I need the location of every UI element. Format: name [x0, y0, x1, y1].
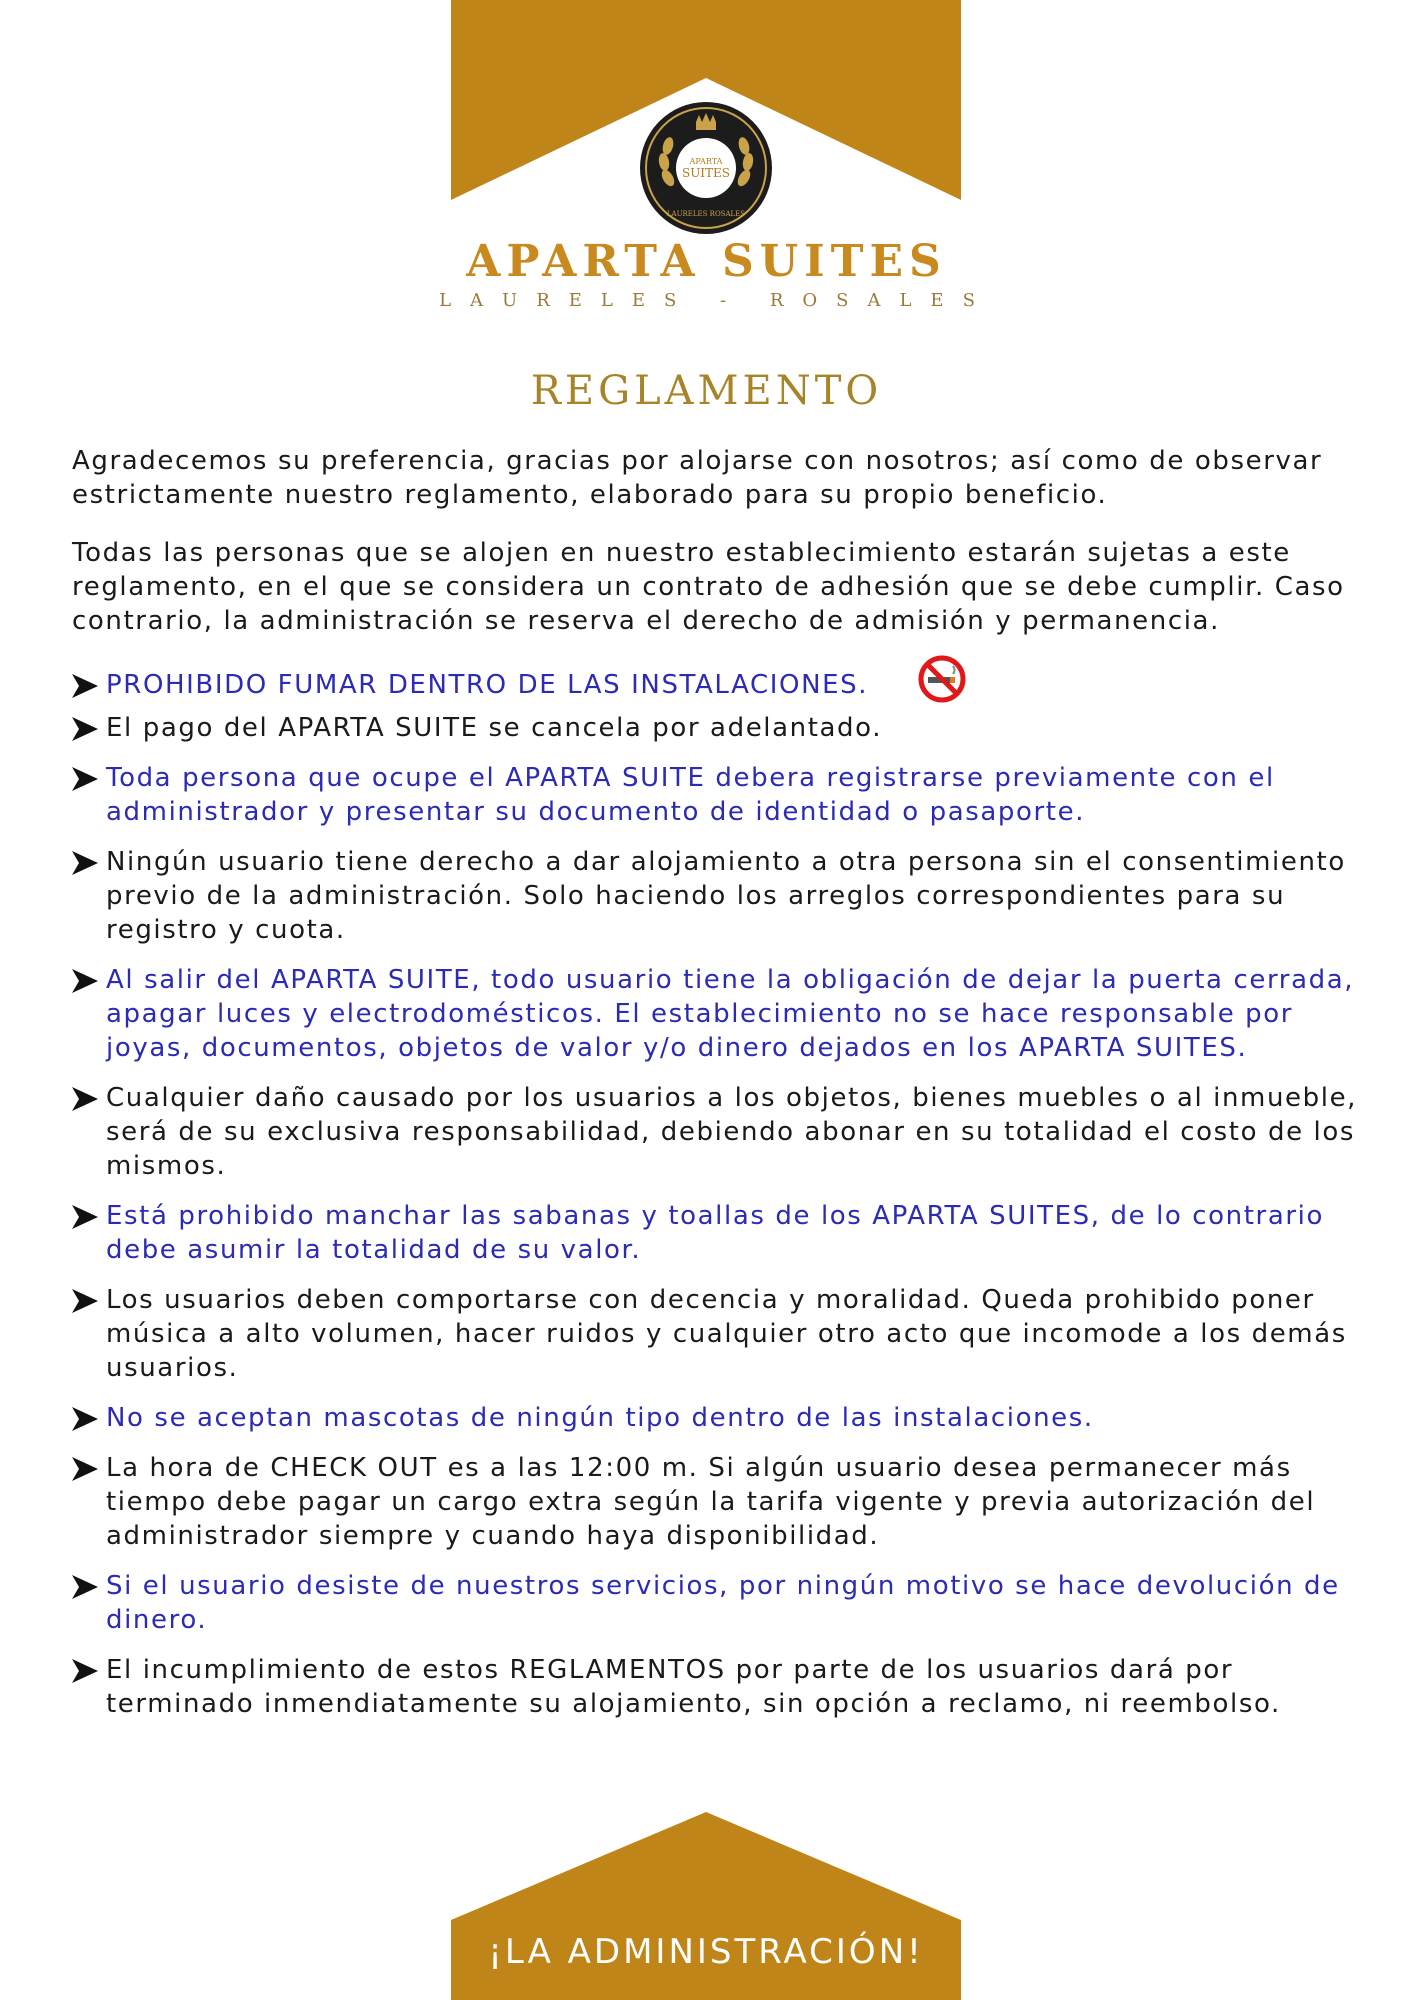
arrow-bullet-icon [72, 767, 98, 791]
arrow-bullet-icon [72, 674, 98, 698]
rule-item: Cualquier daño causado por los usuarios a los objetos, bienes muebles o al inmueble, será de su exclusiva responsabilidad, debiendo abonar en su totalidad el costo de los mismos. [72, 1081, 1362, 1183]
rule-item: No se aceptan mascotas de ningún tipo dentro de las instalaciones. [72, 1401, 1362, 1435]
arrow-bullet-icon [72, 1205, 98, 1229]
rule-item: PROHIBIDO FUMAR DENTRO DE LAS INSTALACIONES. [72, 668, 1362, 703]
arrow-bullet-icon [72, 1659, 98, 1683]
rule-item: Está prohibido manchar las sabanas y toallas de los APARTA SUITES, de lo contrario debe asumir la totalidad de su valor. [72, 1199, 1362, 1267]
brand-name: APARTA SUITES [466, 236, 947, 287]
rules-list [72, 668, 1362, 1721]
rules-document [72, 444, 1362, 1737]
rule-item: Los usuarios deben comportarse con decencia y moralidad. Queda prohibido poner música a alto volumen, hacer ruidos y cualquier otro acto que incomode a los demás usuarios. [72, 1283, 1362, 1385]
arrow-bullet-icon [72, 851, 98, 875]
rule-item: El pago del APARTA SUITE se cancela por adelantado. [72, 711, 1362, 745]
rule-item: Ningún usuario tiene derecho a dar alojamiento a otra persona sin el consentimiento previo de la administración. Solo haciendo los arreglos correspondientes para su registro y cuota. [72, 845, 1362, 947]
arrow-bullet-icon [72, 1457, 98, 1481]
no-smoking-icon [918, 655, 966, 703]
svg-text:LAURELES ROSALES: LAURELES ROSALES [666, 210, 746, 218]
rule-item: La hora de CHECK OUT es a las 12:00 m. Si algún usuario desea permanecer más tiempo debe pagar un cargo extra según la tarifa vigente y previa autorización del administrador siempre y cuando haya disponibilidad. [72, 1451, 1362, 1553]
arrow-bullet-icon [72, 1289, 98, 1313]
arrow-bullet-icon [72, 1575, 98, 1599]
svg-text:APARTA: APARTA [689, 157, 723, 166]
rule-item: Toda persona que ocupe el APARTA SUITE debera registrarse previamente con el administrador y presentar su documento de identidad o pasaporte. [72, 761, 1362, 829]
logo-badge [638, 100, 774, 236]
intro-paragraph-1: Agradecemos su preferencia, gracias por alojarse con nosotros; así como de observar estrictamente nuestro reglamento, elaborado para su propio beneficio. [72, 446, 1323, 510]
rule-item: Al salir del APARTA SUITE, todo usuario tiene la obligación de dejar la puerta cerrada, apagar luces y electrodomésticos. El establecimiento no se hace responsable por joyas, documentos, objetos de valor y/o dinero dejados en los APARTA SUITES. [72, 963, 1362, 1065]
arrow-bullet-icon [72, 717, 98, 741]
arrow-bullet-icon [72, 1407, 98, 1431]
page-title: REGLAMENTO [530, 368, 883, 414]
arrow-bullet-icon [72, 1087, 98, 1111]
intro-paragraph-2: Todas las personas que se alojen en nuestro establecimiento estarán sujetas a este reglamento, en el que se considera un contrato de adhesión que se debe cumplir. Caso contrario, la administración se reserva el derecho de admisión y permanencia. [72, 538, 1345, 636]
svg-text:SUITES: SUITES [681, 166, 731, 180]
signoff: ¡LA ADMINISTRACIÓN! [488, 1932, 924, 1972]
rule-item: Si el usuario desiste de nuestros servicios, por ningún motivo se hace devolución de dinero. [72, 1569, 1362, 1637]
brand-subtitle: LAURELES - ROSALES [439, 290, 994, 311]
arrow-bullet-icon [72, 969, 98, 993]
rule-item: El incumplimiento de estos REGLAMENTOS por parte de los usuarios dará por terminado inmendiatamente su alojamiento, sin opción a reclamo, ni reembolso. [72, 1653, 1362, 1721]
